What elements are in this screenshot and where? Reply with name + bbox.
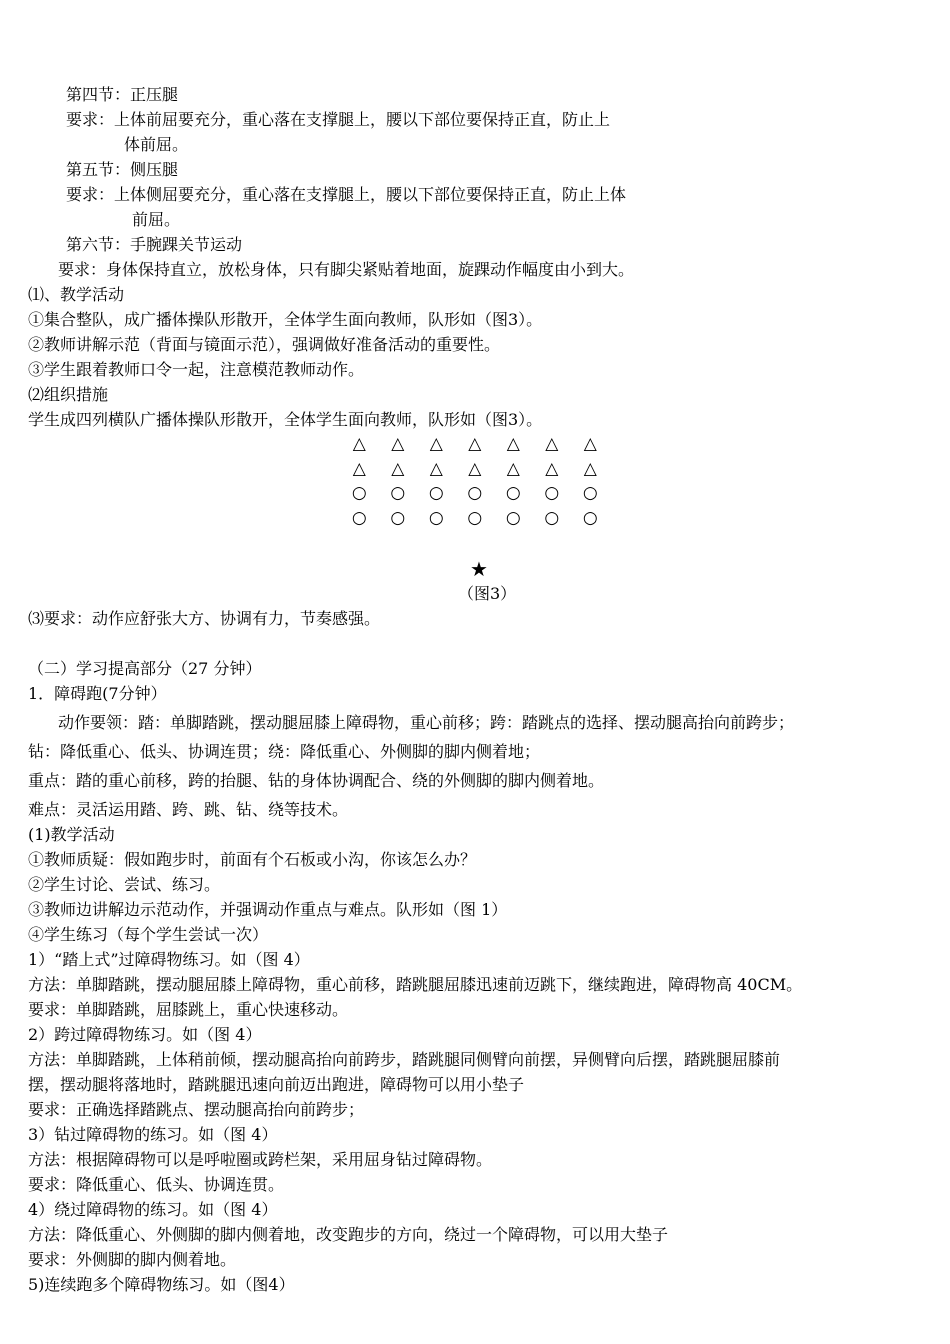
exercise-1-title: 1）“踏上式”过障碍物练习。如（图 4）	[28, 950, 310, 969]
student-triangle: △	[583, 434, 597, 455]
action-essentials-cont: 钻：降低重心、低头、协调连贯；绕：降低重心、外侧脚的脚内侧着地；	[28, 742, 541, 761]
section-5-requirement: 要求：上体侧屈要充分，重心落在支撑腿上，腰以下部位要保持正直，防止上体	[66, 185, 627, 204]
formation-row-3	[340, 481, 610, 506]
exercise-1-method: 方法：单脚踏跳，摆动腿屈膝上障碍物，重心前移，踏跳腿屈膝迅速前迈跳下，继续跑进，障碍物高 40CM。	[28, 975, 803, 994]
student-triangle: △	[468, 434, 482, 455]
student-triangle: △	[468, 458, 482, 479]
section-5-requirement-cont: 前屈。	[132, 210, 181, 229]
teaching-item-2: ②教师讲解示范（背面与镜面示范），强调做好准备活动的重要性。	[28, 335, 501, 354]
student-circle: ○	[390, 507, 406, 528]
exercise-4-method: 方法：降低重心、外侧脚的脚内侧着地，改变跑步的方向，绕过一个障碍物，可以用大垫子	[28, 1225, 669, 1244]
activity-item-2: ②学生讨论、尝试、练习。	[28, 875, 221, 894]
student-triangle: △	[545, 458, 559, 479]
action-essentials: 动作要领：踏：单脚踏跳，摆动腿屈膝上障碍物，重心前移；跨：踏跳点的选择、摆动腿高抬向前跨步；	[58, 713, 795, 732]
student-circle: ○	[351, 507, 367, 528]
student-circle: ○	[467, 507, 483, 528]
section-4-requirement: 要求：上体前屈要充分，重心落在支撑腿上，腰以下部位要保持正直，防止上	[66, 110, 611, 129]
student-circle: ○	[544, 507, 560, 528]
activity-item-3: ③教师边讲解边示范动作，并强调动作重点与难点。队形如（图 1）	[28, 900, 508, 919]
student-circle: ○	[505, 483, 521, 504]
student-circle: ○	[582, 483, 598, 504]
section-6-requirement: 要求：身体保持直立，放松身体，只有脚尖紧贴着地面，旋踝动作幅度由小到大。	[58, 260, 635, 279]
student-circle: ○	[390, 483, 406, 504]
exercise-2-method-cont: 摆，摆动腿将落地时，踏跳腿迅速向前迈出跑进，障碍物可以用小垫子	[28, 1075, 525, 1094]
student-circle: ○	[467, 483, 483, 504]
activity-item-4: ④学生练习（每个学生尝试一次）	[28, 925, 269, 944]
student-triangle: △	[545, 434, 559, 455]
student-triangle: △	[506, 434, 520, 455]
part-2-heading: （二）学习提高部分（27 分钟）	[28, 659, 262, 678]
exercise-2-method: 方法：单脚踏跳，上体稍前倾，摆动腿高抬向前跨步，踏跳腿同侧臂向前摆，异侧臂向后摆，踏跳腿屈膝前	[28, 1050, 781, 1069]
organization-text: 学生成四列横队广播体操队形散开，全体学生面向教师，队形如（图3）。	[28, 410, 543, 429]
exercise-4-title: 4）绕过障碍物的练习。如（图 4）	[28, 1200, 278, 1219]
exercise-2-title: 2）跨过障碍物练习。如（图 4）	[28, 1025, 262, 1044]
student-triangle: △	[429, 458, 443, 479]
student-circle: ○	[428, 507, 444, 528]
student-triangle: △	[506, 458, 520, 479]
activity-item-1: ①教师质疑：假如跑步时，前面有个石板或小沟，你该怎么办？	[28, 850, 477, 869]
student-circle: ○	[351, 483, 367, 504]
student-circle: ○	[582, 507, 598, 528]
teaching-item-3: ③学生跟着教师口令一起，注意模范教师动作。	[28, 360, 365, 379]
student-triangle: △	[429, 434, 443, 455]
exercise-3-title: 3）钻过障碍物的练习。如（图 4）	[28, 1125, 278, 1144]
exercise-4-requirement: 要求：外侧脚的脚内侧着地。	[28, 1250, 237, 1269]
student-circle: ○	[505, 507, 521, 528]
key-point: 重点：踏的重心前移，跨的抬腿、钻的身体协调配合、绕的外侧脚的脚内侧着地。	[28, 771, 605, 790]
student-triangle: △	[391, 458, 405, 479]
formation-row-2	[340, 457, 610, 482]
requirement-3: ⑶要求：动作应舒张大方、协调有力，节奏感强。	[28, 609, 381, 628]
section-6-title: 第六节：手腕踝关节运动	[66, 235, 243, 254]
exercise-3-requirement: 要求：降低重心、低头、协调连贯。	[28, 1175, 285, 1194]
exercise-5-title: 5)连续跑多个障碍物练习。如（图4）	[28, 1275, 295, 1294]
exercise-3-method: 方法：根据障碍物可以是呼啦圈或跨栏架，采用屈身钻过障碍物。	[28, 1150, 493, 1169]
student-triangle: △	[352, 458, 366, 479]
activity-heading: (1)教学活动	[28, 825, 115, 844]
student-triangle: △	[352, 434, 366, 455]
section-4-title: 第四节：正压腿	[66, 85, 179, 104]
exercise-1-requirement: 要求：单脚踏跳，屈膝跳上，重心快速移动。	[28, 1000, 349, 1019]
teacher-star-icon: ★	[470, 557, 488, 581]
teaching-activity-heading: ⑴、教学活动	[28, 285, 125, 304]
student-circle: ○	[428, 483, 444, 504]
formation-figure-3	[340, 432, 610, 530]
student-circle: ○	[544, 483, 560, 504]
section-5-title: 第五节：侧压腿	[66, 160, 179, 179]
difficulty: 难点：灵活运用踏、跨、跳、钻、绕等技术。	[28, 800, 349, 819]
teaching-item-1: ①集合整队，成广播体操队形散开，全体学生面向教师，队形如（图3）。	[28, 310, 543, 329]
student-triangle: △	[391, 434, 405, 455]
student-triangle: △	[583, 458, 597, 479]
figure-3-caption: （图3）	[458, 584, 517, 603]
obstacle-run-heading: 1．障碍跑(7分钟）	[28, 684, 167, 703]
formation-row-4	[340, 506, 610, 531]
organization-heading: ⑵组织措施	[28, 385, 109, 404]
section-4-requirement-cont: 体前屈。	[124, 135, 189, 154]
exercise-2-requirement: 要求：正确选择踏跳点、摆动腿高抬向前跨步；	[28, 1100, 365, 1119]
formation-row-1	[340, 432, 610, 457]
